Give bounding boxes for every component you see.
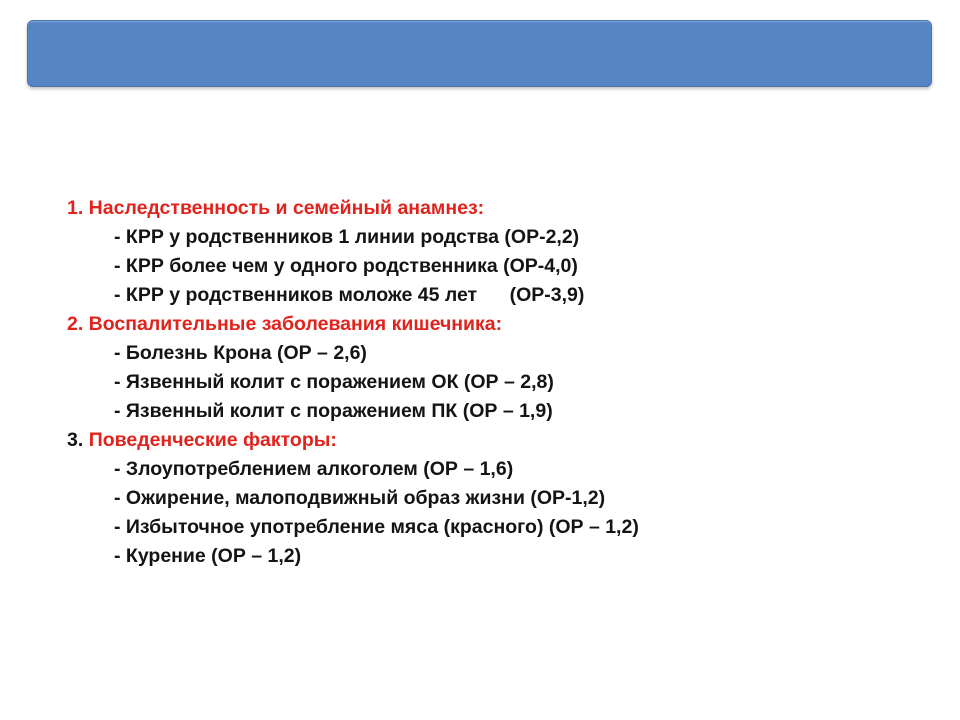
list-item: - КРР у родственников 1 линии родства (ОР-2,2) [114, 226, 580, 248]
list-item: - КРР у родственников моложе 45 лет (ОР-3,9) [114, 284, 585, 306]
list-item: - Злоупотреблением алкоголем (ОР – 1,6) [114, 458, 514, 480]
list-item: - Язвенный колит с поражением ПК (ОР – 1,9) [114, 400, 553, 422]
section-heading-ibd: 2. Воспалительные заболевания кишечника: [67, 313, 503, 335]
section-heading-behavior: Поведенческие факторы: [88, 429, 337, 451]
list-item: - Болезнь Крона (ОР – 2,6) [114, 342, 367, 364]
list-item: - Ожирение, малоподвижный образ жизни (ОР-1,2) [114, 487, 606, 509]
risk-factors-list [67, 194, 927, 571]
list-item: - Язвенный колит с поражением ОК (ОР – 2,8) [114, 371, 554, 393]
list-item: - Избыточное употребление мяса (красного) (ОР – 1,2) [114, 516, 639, 538]
section-number: 3. [67, 429, 89, 451]
list-item: - КРР более чем у одного родственника (ОР-4,0) [114, 255, 578, 277]
section-heading-behavior-row [67, 426, 927, 455]
section-heading-heredity: 1. Наследственность и семейный анамнез: [67, 197, 485, 219]
list-item: - Курение (ОР – 1,2) [114, 545, 302, 567]
title-banner [27, 20, 932, 87]
